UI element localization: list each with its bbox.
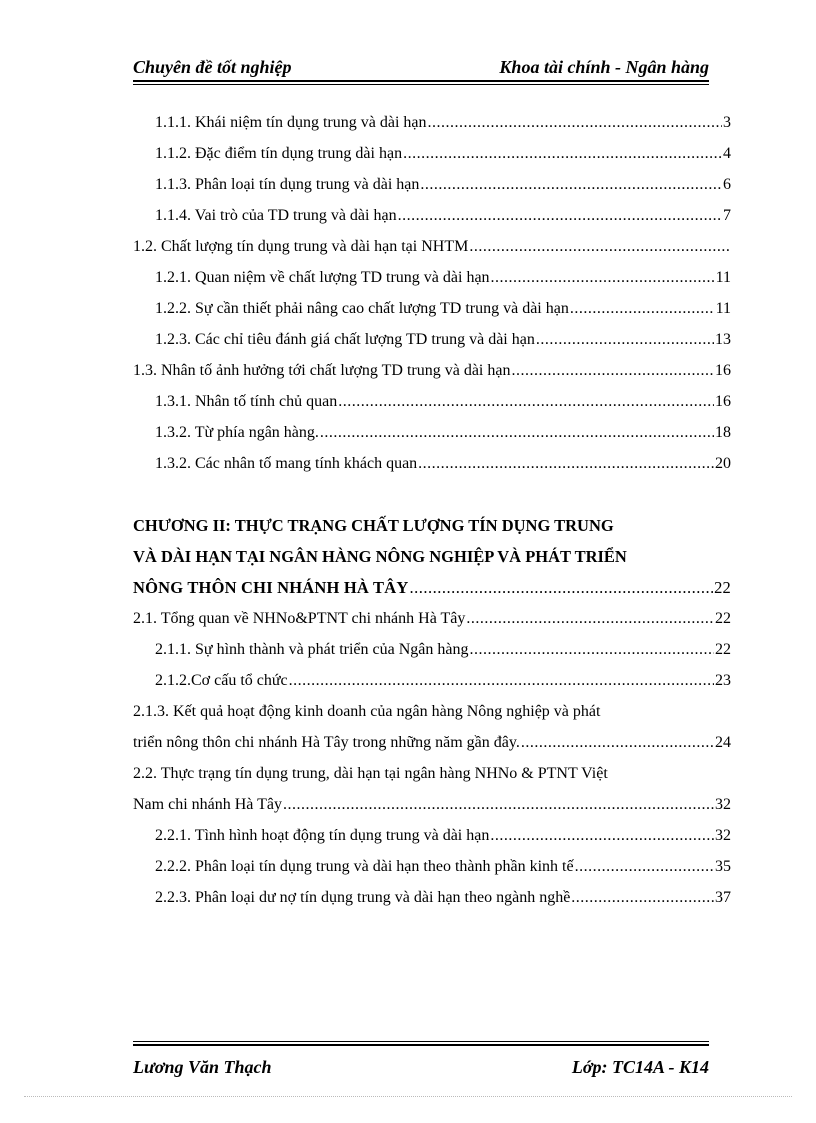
toc-entry-2-2[interactable] bbox=[133, 753, 731, 815]
toc-entry-1-2[interactable] bbox=[133, 226, 731, 257]
toc-entry-title: 1.1.4. Vai trò của TD trung và dài hạn bbox=[155, 207, 397, 224]
toc-page-number: 35 bbox=[715, 858, 731, 875]
toc-entry-title: 2.2.3. Phân loại dư nợ tín dụng trung và dài hạn theo ngành nghề bbox=[155, 889, 571, 906]
toc-leader bbox=[410, 578, 714, 598]
header-left: Chuyên đề tốt nghiệp bbox=[133, 57, 292, 77]
toc-entry-2-1-1[interactable] bbox=[133, 629, 731, 660]
toc-page-number: 18 bbox=[715, 424, 731, 441]
toc-entry-1-3-2[interactable] bbox=[133, 412, 731, 443]
toc-leader bbox=[469, 237, 730, 257]
toc-leader bbox=[490, 826, 714, 846]
toc-leader bbox=[491, 268, 715, 288]
toc-entry-title: 2.1.2.Cơ cấu tổ chức bbox=[155, 672, 288, 689]
chapter-line: CHƯƠNG II: THỰC TRẠNG CHẤT LƯỢNG TÍN DỤNG TRUNG bbox=[133, 516, 614, 535]
toc-page-number: 16 bbox=[715, 393, 731, 410]
toc-entry-title: 1.2. Chất lượng tín dụng trung và dài hạn tại NHTM bbox=[133, 238, 469, 255]
page-header bbox=[133, 52, 709, 82]
toc-leader bbox=[511, 361, 714, 381]
toc-leader bbox=[320, 423, 714, 443]
toc-page-number: 13 bbox=[715, 331, 731, 348]
toc-chapter-2[interactable] bbox=[133, 505, 731, 598]
toc-entry-title: 1.2.1. Quan niệm về chất lượng TD trung và dài hạn bbox=[155, 269, 490, 286]
toc-leader bbox=[418, 454, 714, 474]
toc-leader bbox=[536, 330, 714, 350]
footer-author: Lương Văn Thạch bbox=[133, 1057, 272, 1077]
toc-entry-title: 2.1.1. Sự hình thành và phát triển của Ngân hàng bbox=[155, 641, 469, 658]
toc-entry-title: 2.2.1. Tình hình hoạt động tín dụng trung và dài hạn bbox=[155, 827, 490, 844]
toc-page-number: 22 bbox=[715, 610, 731, 627]
toc-entry-1-3-1[interactable] bbox=[133, 381, 731, 412]
toc-entry-1-2-1[interactable] bbox=[133, 257, 731, 288]
toc-entry-title-line: triển nông thôn chi nhánh Hà Tây trong những năm gần đây. bbox=[133, 734, 520, 751]
toc-leader bbox=[403, 144, 722, 164]
toc-page-number: 23 bbox=[715, 672, 731, 689]
toc-leader bbox=[420, 175, 722, 195]
toc-page-number: 24 bbox=[715, 734, 731, 751]
toc-entry-title: 1.1.1. Khái niệm tín dụng trung và dài hạn bbox=[155, 114, 427, 131]
toc-page-number: 32 bbox=[715, 796, 731, 813]
toc-page-number: 37 bbox=[715, 889, 731, 906]
toc-entry-title-line: 2.1.3. Kết quả hoạt động kinh doanh của ngân hàng Nông nghiệp và phát bbox=[133, 703, 601, 720]
toc-leader bbox=[466, 609, 714, 629]
footer-class: Lớp: TC14A - K14 bbox=[571, 1057, 709, 1077]
toc-entry-title: 1.3.2. Từ phía ngân hàng. bbox=[155, 424, 319, 441]
toc-entry-1-1-4[interactable] bbox=[133, 195, 731, 226]
toc-entry-2-1-2[interactable] bbox=[133, 660, 731, 691]
toc-entry-2-2-2[interactable] bbox=[133, 846, 731, 877]
toc-entry-2-1[interactable] bbox=[133, 598, 731, 629]
toc-entry-1-2-3[interactable] bbox=[133, 319, 731, 350]
toc-entry-1-2-2[interactable] bbox=[133, 288, 731, 319]
toc-leader bbox=[398, 206, 722, 226]
toc-entry-title-line: 2.2. Thực trạng tín dụng trung, dài hạn tại ngân hàng NHNo & PTNT Việt bbox=[133, 765, 608, 782]
toc-entry-title: 1.1.2. Đặc điểm tín dụng trung dài hạn bbox=[155, 145, 403, 162]
toc-entry-2-2-3[interactable] bbox=[133, 877, 731, 908]
toc-entry-1-3[interactable] bbox=[133, 350, 731, 381]
toc-entry-title: 1.3.1. Nhân tố tính chủ quan bbox=[155, 393, 338, 410]
toc-page-number: 11 bbox=[715, 269, 731, 286]
chapter-line: VÀ DÀI HẠN TẠI NGÂN HÀNG NÔNG NGHIỆP VÀ PHÁT TRIỂN bbox=[133, 547, 627, 566]
toc-leader bbox=[470, 640, 715, 660]
page-edge-divider bbox=[24, 1096, 792, 1097]
toc-entry-1-1-1[interactable] bbox=[133, 102, 731, 133]
toc-page-number: 7 bbox=[723, 207, 731, 224]
toc-entry-title: 1.3.2. Các nhân tố mang tính khách quan bbox=[155, 455, 418, 472]
toc-page-number: 20 bbox=[715, 455, 731, 472]
toc-leader bbox=[571, 888, 714, 908]
toc-leader bbox=[521, 733, 714, 753]
toc-page-number: 6 bbox=[723, 176, 731, 193]
toc-leader bbox=[428, 113, 722, 133]
toc-leader bbox=[289, 671, 714, 691]
toc-page-number: 11 bbox=[715, 300, 731, 317]
toc-leader bbox=[570, 299, 715, 319]
toc-entry-1-3-3[interactable] bbox=[133, 443, 731, 474]
chapter-line: NÔNG THÔN CHI NHÁNH HÀ TÂY bbox=[133, 578, 409, 597]
toc-entry-1-1-3[interactable] bbox=[133, 164, 731, 195]
toc-entry-2-1-3[interactable] bbox=[133, 691, 731, 753]
toc-entry-title: 1.1.3. Phân loại tín dụng trung và dài hạn bbox=[155, 176, 420, 193]
toc-page-number: 4 bbox=[723, 145, 731, 162]
toc-page-number: 22 bbox=[714, 578, 731, 597]
toc-entry-title: 2.2.2. Phân loại tín dụng trung và dài hạn theo thành phần kinh tế bbox=[155, 858, 574, 875]
header-right: Khoa tài chính - Ngân hàng bbox=[499, 57, 709, 77]
spacer bbox=[133, 474, 731, 505]
toc-entry-2-2-1[interactable] bbox=[133, 815, 731, 846]
toc-entry-1-1-2[interactable] bbox=[133, 133, 731, 164]
table-of-contents bbox=[133, 102, 731, 908]
toc-entry-title: 1.3. Nhân tố ảnh hưởng tới chất lượng TD trung và dài hạn bbox=[133, 362, 511, 379]
page-footer bbox=[133, 1044, 709, 1078]
toc-leader bbox=[575, 857, 714, 877]
toc-entry-title: 1.2.3. Các chỉ tiêu đánh giá chất lượng TD trung và dài hạn bbox=[155, 331, 535, 348]
toc-leader bbox=[338, 392, 714, 412]
toc-page-number: 32 bbox=[715, 827, 731, 844]
toc-page-number: 3 bbox=[723, 114, 731, 131]
toc-page-number: 22 bbox=[715, 641, 731, 658]
toc-entry-title: 2.1. Tổng quan về NHNo&PTNT chi nhánh Hà Tây bbox=[133, 610, 466, 627]
toc-page-number: 16 bbox=[715, 362, 731, 379]
toc-leader bbox=[283, 795, 714, 815]
toc-entry-title-line: Nam chi nhánh Hà Tây bbox=[133, 796, 282, 813]
toc-entry-title: 1.2.2. Sự cần thiết phải nâng cao chất lượng TD trung và dài hạn bbox=[155, 300, 569, 317]
